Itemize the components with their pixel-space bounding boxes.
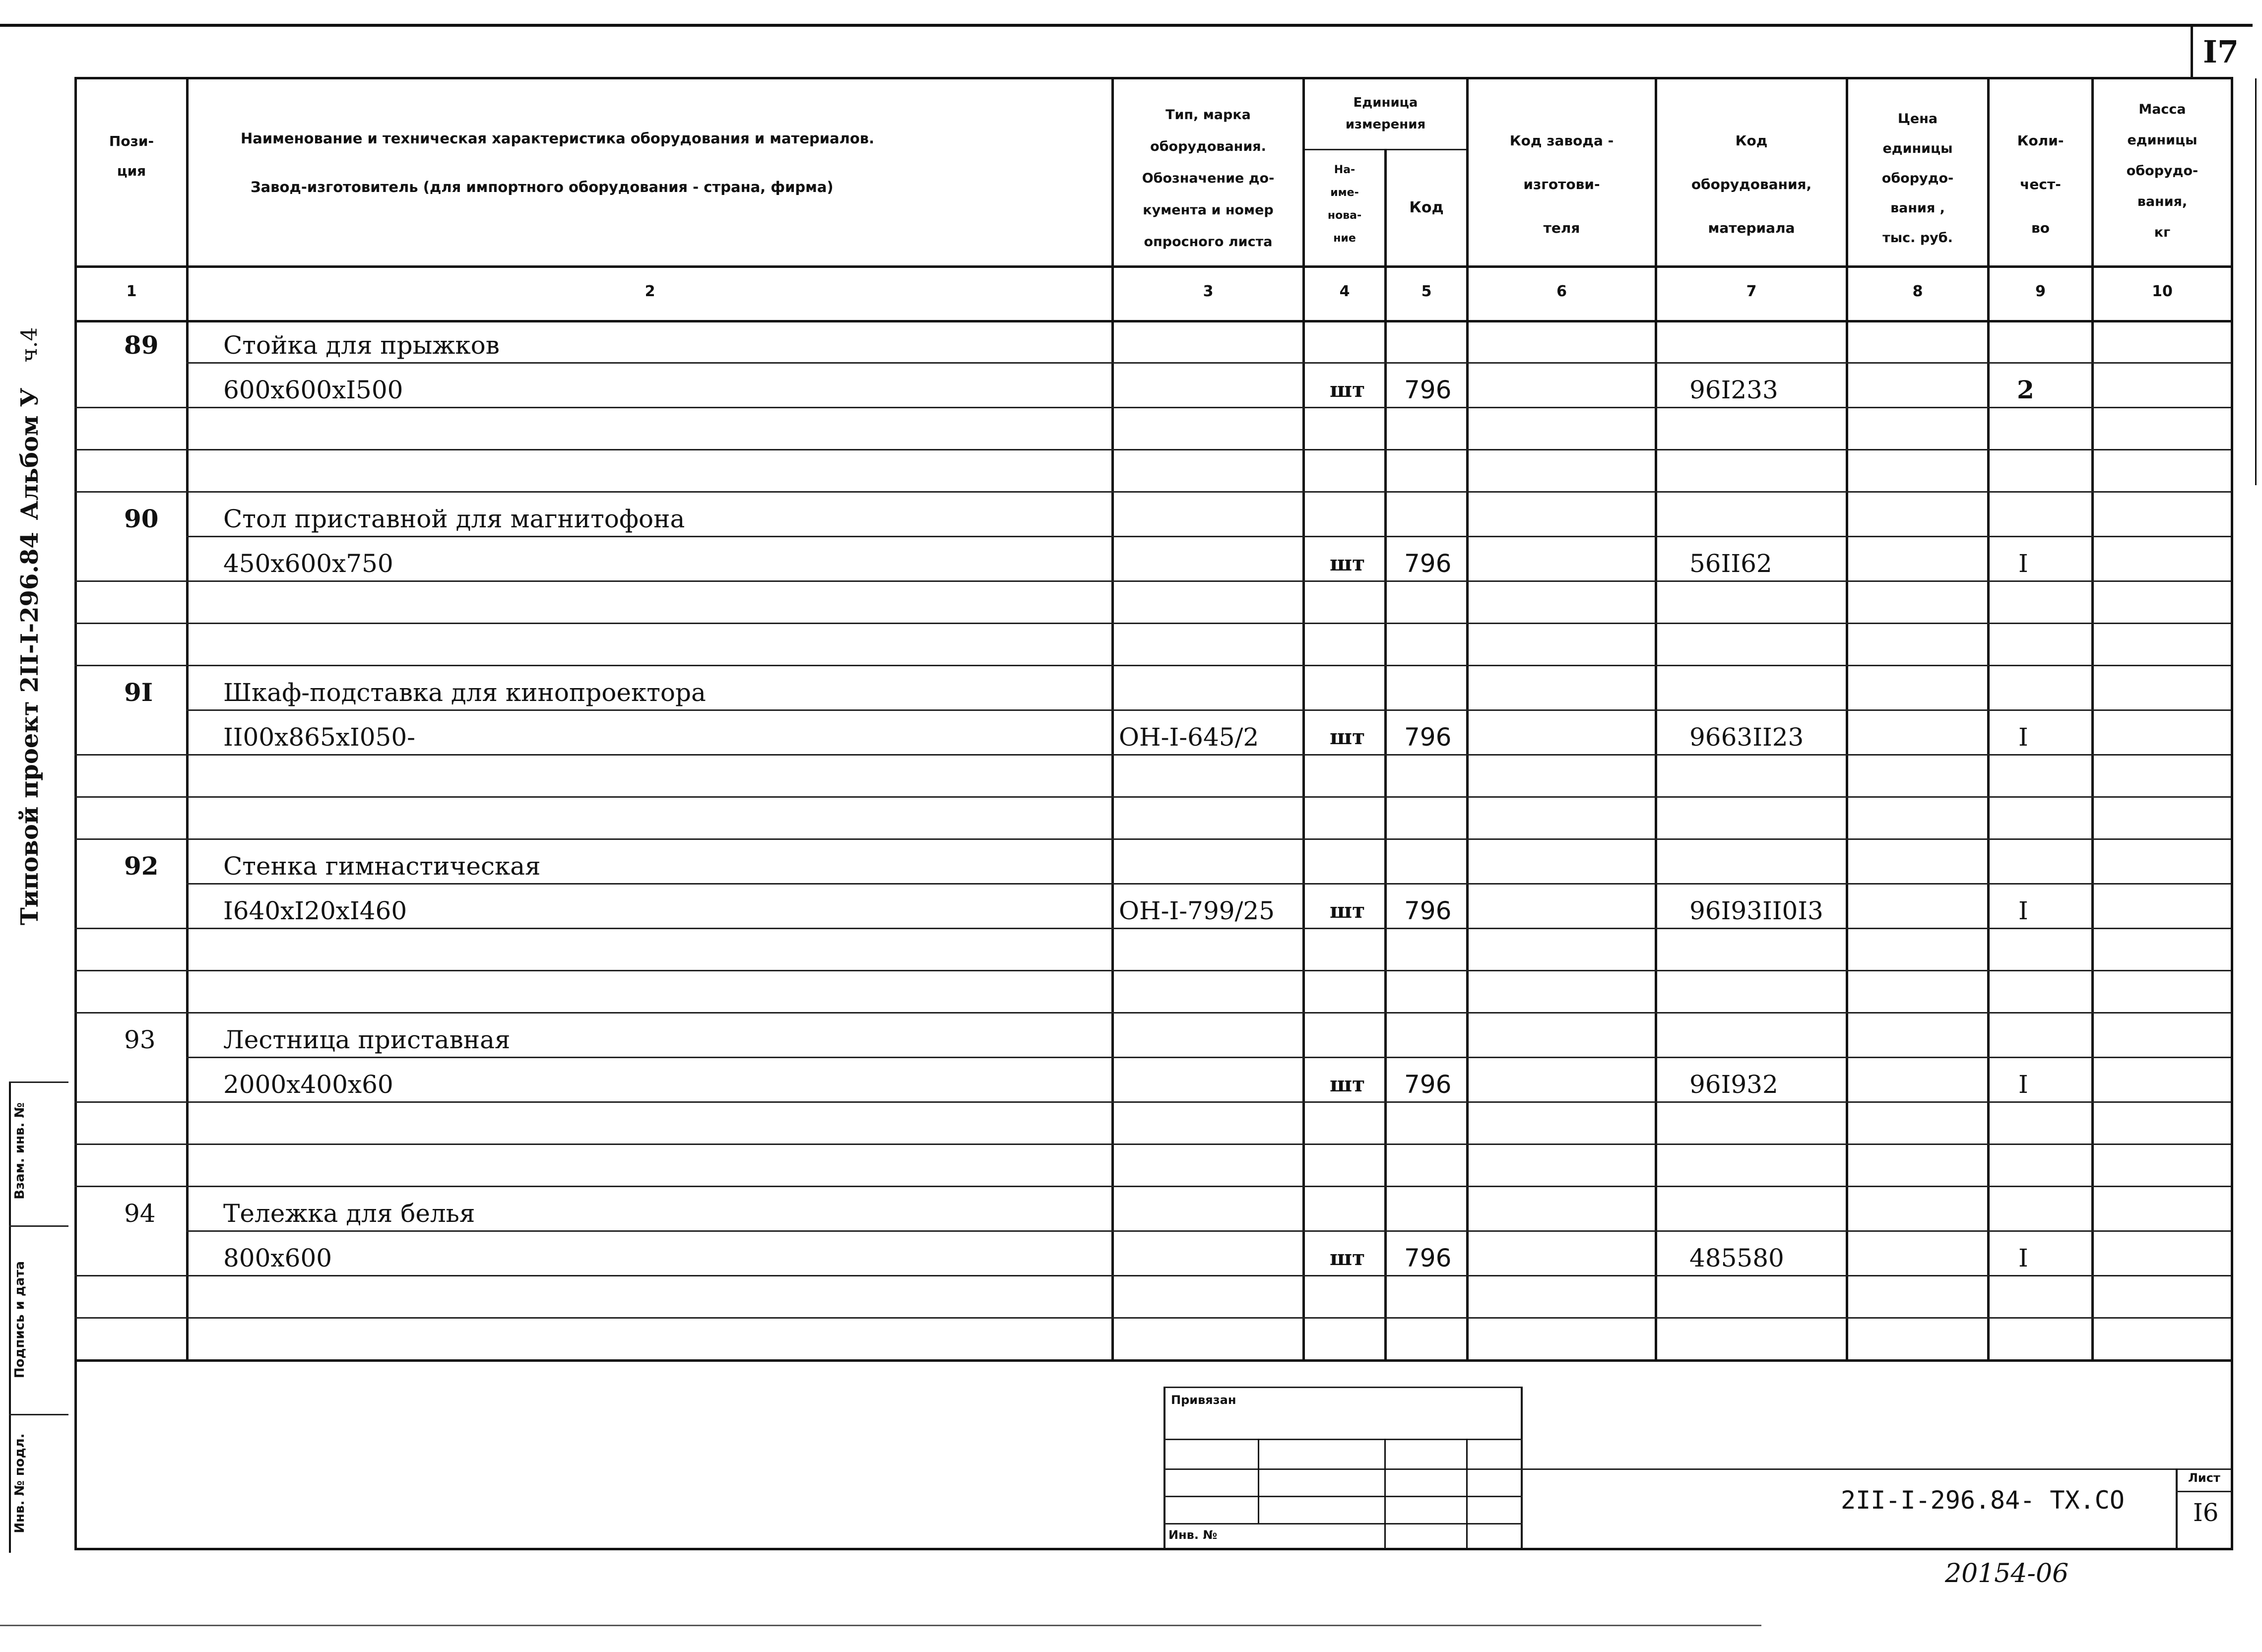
side-project-label: Типовой проект 2II-I-296.84 — [16, 532, 44, 925]
col-line-9 — [2091, 77, 2094, 1362]
row-line — [74, 928, 2231, 929]
table-top-border — [74, 77, 2231, 79]
corner-box-left — [2191, 24, 2193, 78]
title-block-row — [1163, 1496, 1523, 1497]
item-size: II00x865xI050- — [223, 723, 416, 752]
item-code: 96I932 — [1689, 1070, 1778, 1099]
colnum-1: 1 — [126, 283, 137, 300]
header-unit-code: Код — [1409, 199, 1444, 216]
row-line — [74, 796, 2231, 798]
item-quantity: I — [2018, 896, 2028, 925]
row-line — [74, 407, 2231, 408]
item-size: 800x600 — [223, 1244, 332, 1272]
item-name: Лестница приставная — [223, 1025, 511, 1054]
item-name: Стойка для прыжков — [223, 331, 500, 360]
item-quantity: I — [2018, 1244, 2028, 1272]
row-line — [74, 1186, 2231, 1187]
doc-code-top-line — [1521, 1468, 2231, 1470]
sheet-corner-number: I7 — [2203, 34, 2239, 70]
inv-no-label: Инв. № — [1168, 1528, 1218, 1542]
bottom-scan-line — [0, 1625, 1761, 1626]
header-unit-name: На- име- нова- ние — [1327, 164, 1362, 245]
item-unit-code: 796 — [1404, 1070, 1452, 1099]
table-bottom-line — [74, 1359, 2233, 1362]
sheet-box-left — [2176, 1468, 2178, 1550]
item-unit-code: 796 — [1404, 549, 1452, 578]
item-code: 9663II23 — [1689, 723, 1804, 752]
item-size: 450x600x750 — [223, 549, 393, 578]
row-line — [74, 580, 2231, 582]
header-name-line2: Завод-изготовитель (для импортного оборудования - страна, фирма) — [251, 179, 834, 195]
item-unit: шт — [1330, 1072, 1365, 1096]
col-line-7 — [1846, 77, 1848, 1362]
column-numbers-bottom-line — [74, 320, 2233, 322]
row-line — [74, 623, 2231, 624]
item-position: 90 — [124, 504, 159, 533]
col-line-8 — [1987, 77, 1990, 1362]
item-position: 92 — [124, 851, 159, 881]
item-unit: шт — [1330, 725, 1365, 749]
side-album-label: Альбом У — [16, 387, 44, 520]
header-name-line1: Наименование и техническая характеристика оборудования и материалов. — [241, 130, 875, 147]
row-line — [74, 1101, 2231, 1103]
item-unit: шт — [1330, 378, 1365, 402]
side-box-inv-original: Инв. № подл. — [12, 1433, 27, 1533]
row-line — [74, 1317, 2231, 1319]
col-line-1 — [186, 77, 189, 1362]
item-unit-code: 796 — [1404, 723, 1452, 752]
col-line-3 — [1302, 77, 1305, 1362]
row-line — [74, 1012, 2231, 1014]
privyazan-label: Привязан — [1171, 1393, 1236, 1407]
title-block-col — [1384, 1439, 1386, 1550]
colnum-8: 8 — [1912, 283, 1923, 300]
item-document: ОН-I-799/25 — [1119, 896, 1275, 925]
item-unit: шт — [1330, 551, 1365, 575]
colnum-9: 9 — [2035, 283, 2046, 300]
row-line — [74, 838, 2231, 840]
item-size: I640xI20xI460 — [223, 896, 407, 925]
colnum-3: 3 — [1203, 283, 1214, 300]
row-line — [186, 883, 2231, 885]
row-line — [74, 491, 2231, 493]
item-unit: шт — [1330, 898, 1365, 923]
side-box-divider-1 — [9, 1225, 68, 1227]
title-block-col — [1466, 1439, 1468, 1550]
top-border — [0, 24, 2253, 27]
col-line-2 — [1111, 77, 1114, 1362]
header-position: Пози- ция — [109, 133, 154, 179]
side-box-signature-date: Подпись и дата — [12, 1261, 27, 1379]
col-line-6 — [1655, 77, 1657, 1362]
title-block-row — [1163, 1523, 1523, 1525]
footer-archive-number: 20154-06 — [1945, 1559, 2069, 1588]
item-position: 9I — [124, 678, 153, 707]
item-name: Тележка для белья — [223, 1199, 475, 1228]
item-name: Стенка гимнастическая — [223, 852, 541, 881]
title-block-col — [1258, 1439, 1259, 1523]
header-quantity: Коли- чест- во — [2017, 132, 2064, 236]
header-plant-code: Код завода - изготови- теля — [1509, 132, 1614, 236]
item-quantity: I — [2018, 549, 2028, 578]
item-quantity: I — [2018, 1070, 2028, 1099]
colnum-6: 6 — [1556, 283, 1567, 300]
colnum-10: 10 — [2152, 283, 2173, 300]
header-unit: Единица измерения — [1345, 95, 1426, 132]
row-line — [74, 1275, 2231, 1276]
row-line — [186, 1057, 2231, 1058]
header-type-mark: Тип, марка оборудования. Обозначение до- кумента и номер опросного листа — [1142, 107, 1275, 250]
side-box-replace-inv: Взам. инв. № — [12, 1102, 27, 1200]
row-line — [74, 449, 2231, 450]
row-line — [186, 536, 2231, 537]
document-code: 2II-I-296.84- ТХ.СО — [1841, 1486, 2125, 1515]
header-unit-mass: Масса единицы оборудо- вания, кг — [2126, 102, 2198, 240]
row-line — [186, 1230, 2231, 1232]
item-unit-code: 796 — [1404, 376, 1452, 404]
item-position: 93 — [124, 1025, 156, 1054]
side-part-label: ч.4 — [17, 327, 42, 363]
row-line — [74, 665, 2231, 666]
sheet-box-divider — [2176, 1491, 2231, 1492]
frame-right — [2231, 77, 2233, 1550]
row-line — [74, 1144, 2231, 1145]
item-position: 94 — [124, 1199, 156, 1228]
item-position: 89 — [124, 330, 159, 360]
frame-bottom — [74, 1548, 2233, 1550]
colnum-7: 7 — [1746, 283, 1757, 300]
col-line-5 — [1466, 77, 1469, 1362]
row-line — [74, 970, 2231, 971]
item-name: Шкаф-подставка для кинопроектора — [223, 678, 706, 707]
item-quantity: 2 — [2017, 375, 2034, 404]
item-unit-code: 796 — [1404, 896, 1452, 925]
item-code: 96I233 — [1689, 376, 1778, 404]
title-block-row — [1163, 1439, 1523, 1440]
item-size: 600x600xI500 — [223, 376, 403, 404]
header-equipment-code: Код оборудования, материала — [1691, 132, 1812, 236]
title-block-top — [1163, 1387, 1523, 1388]
item-code: 96I93II0I3 — [1689, 896, 1823, 925]
item-quantity: I — [2018, 723, 2028, 752]
item-code: 56II62 — [1689, 549, 1772, 578]
row-line — [74, 754, 2231, 756]
sheet-label: Лист — [2188, 1471, 2220, 1485]
item-code: 485580 — [1689, 1244, 1784, 1272]
item-unit: шт — [1330, 1246, 1365, 1270]
item-unit-code: 796 — [1404, 1244, 1452, 1272]
header-bottom-line — [74, 265, 2233, 268]
row-line — [186, 709, 2231, 711]
colnum-4: 4 — [1339, 283, 1350, 300]
item-name: Стол приставной для магнитофона — [223, 505, 685, 533]
right-mark — [2255, 78, 2257, 485]
colnum-2: 2 — [645, 283, 655, 300]
row-line — [186, 362, 2231, 364]
item-document: ОН-I-645/2 — [1119, 723, 1259, 752]
title-block-row — [1163, 1468, 1523, 1470]
sheet-number: I6 — [2193, 1498, 2219, 1527]
colnum-5: 5 — [1421, 283, 1432, 300]
header-unit-price: Цена единицы оборудо- вания , тыс. руб. — [1881, 111, 1954, 246]
item-size: 2000x400x60 — [223, 1070, 393, 1099]
